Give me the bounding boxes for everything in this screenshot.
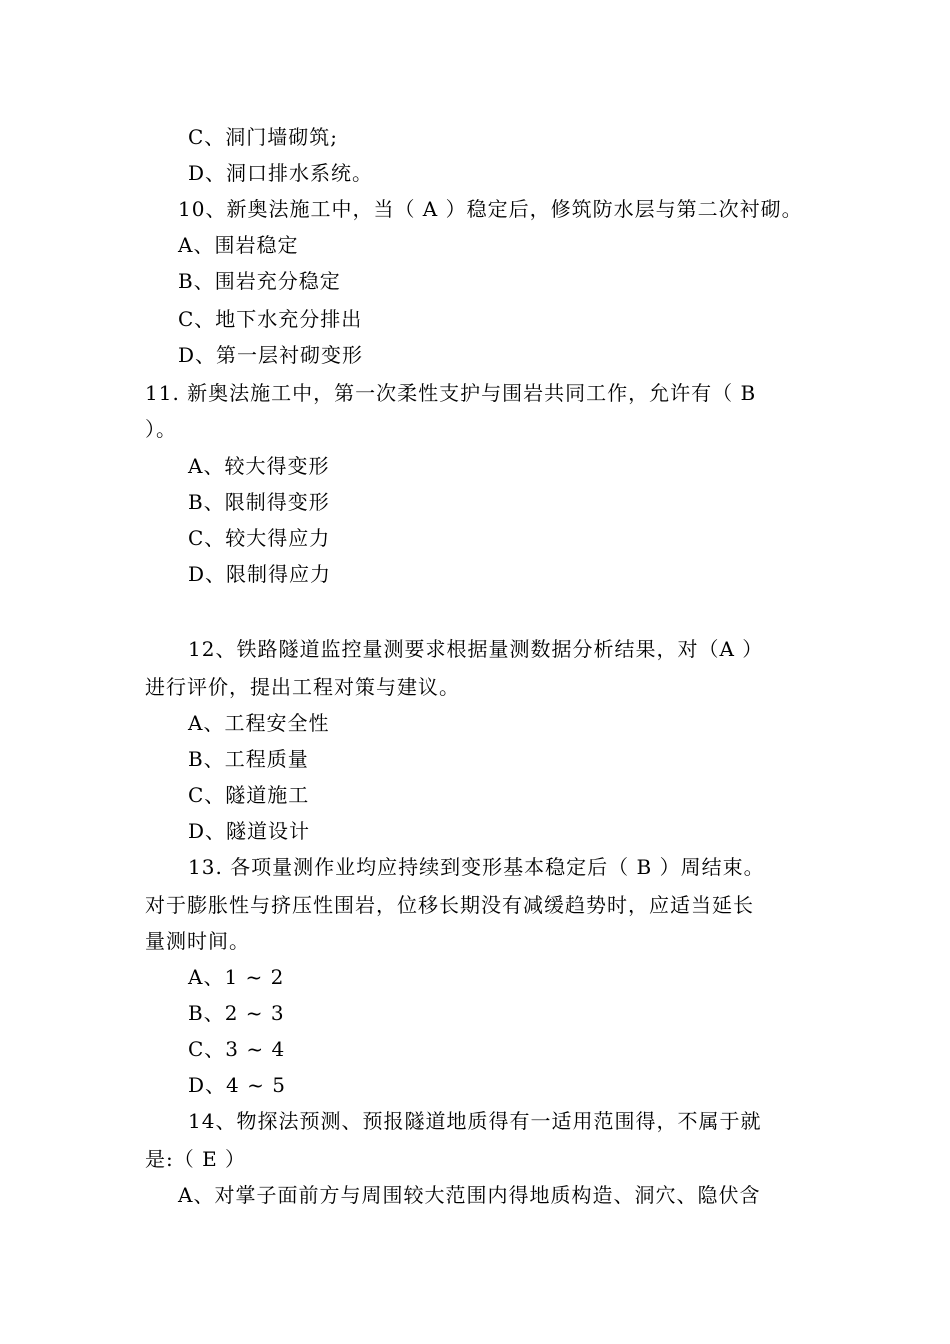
question-14-cont: 是:（ E ） xyxy=(145,1147,247,1171)
question-14: 14、物探法预测、预报隧道地质得有一适用范围得，不属于就 xyxy=(188,1109,762,1133)
option-a-q13: A、1 ~ 2 xyxy=(188,965,285,989)
option-b-q13: B、2 ~ 3 xyxy=(188,1001,285,1025)
question-13: 13. 各项量测作业均应持续到变形基本稳定后（ B ）周结束。 xyxy=(188,855,765,879)
question-13-cont2: 量测时间。 xyxy=(145,929,250,953)
option-a-q12: A、工程安全性 xyxy=(188,711,330,735)
option-c-q12: C、隧道施工 xyxy=(188,783,310,807)
option-c-q11: C、较大得应力 xyxy=(188,526,331,550)
question-11-cont: ）。 xyxy=(145,417,177,441)
option-d-q12: D、隧道设计 xyxy=(188,819,311,843)
option-c-q10: C、地下水充分排出 xyxy=(178,307,363,331)
option-b-q11: B、限制得变形 xyxy=(188,490,330,514)
option-a-q14: A、对掌子面前方与周围较大范围内得地质构造、洞穴、隐伏含 xyxy=(178,1183,761,1207)
option-c-q9: C、洞门墙砌筑; xyxy=(188,125,339,149)
question-10: 10、新奥法施工中，当（ A ）稳定后，修筑防水层与第二次衬砌。 xyxy=(178,197,803,221)
option-d-q13: D、4 ~ 5 xyxy=(188,1073,286,1097)
option-d-q9: D、洞口排水系统。 xyxy=(188,161,374,185)
option-a-q10: A、围岩稳定 xyxy=(178,233,299,257)
option-a-q11: A、较大得变形 xyxy=(188,454,330,478)
option-d-q10: D、第一层衬砌变形 xyxy=(178,343,364,367)
question-11: 11. 新奥法施工中，第一次柔性支护与围岩共同工作，允许有（ B xyxy=(145,381,757,405)
question-12-cont: 进行评价，提出工程对策与建议。 xyxy=(145,675,460,699)
option-b-q12: B、工程质量 xyxy=(188,747,309,771)
option-b-q10: B、围岩充分稳定 xyxy=(178,269,341,293)
option-d-q11: D、限制得应力 xyxy=(188,562,332,586)
question-12: 12、铁路隧道监控量测要求根据量测数据分析结果，对（A ） xyxy=(188,637,764,661)
question-13-cont1: 对于膨胀性与挤压性围岩，位移长期没有减缓趋势时，应适当延长 xyxy=(145,893,754,917)
option-c-q13: C、3 ~ 4 xyxy=(188,1037,286,1061)
